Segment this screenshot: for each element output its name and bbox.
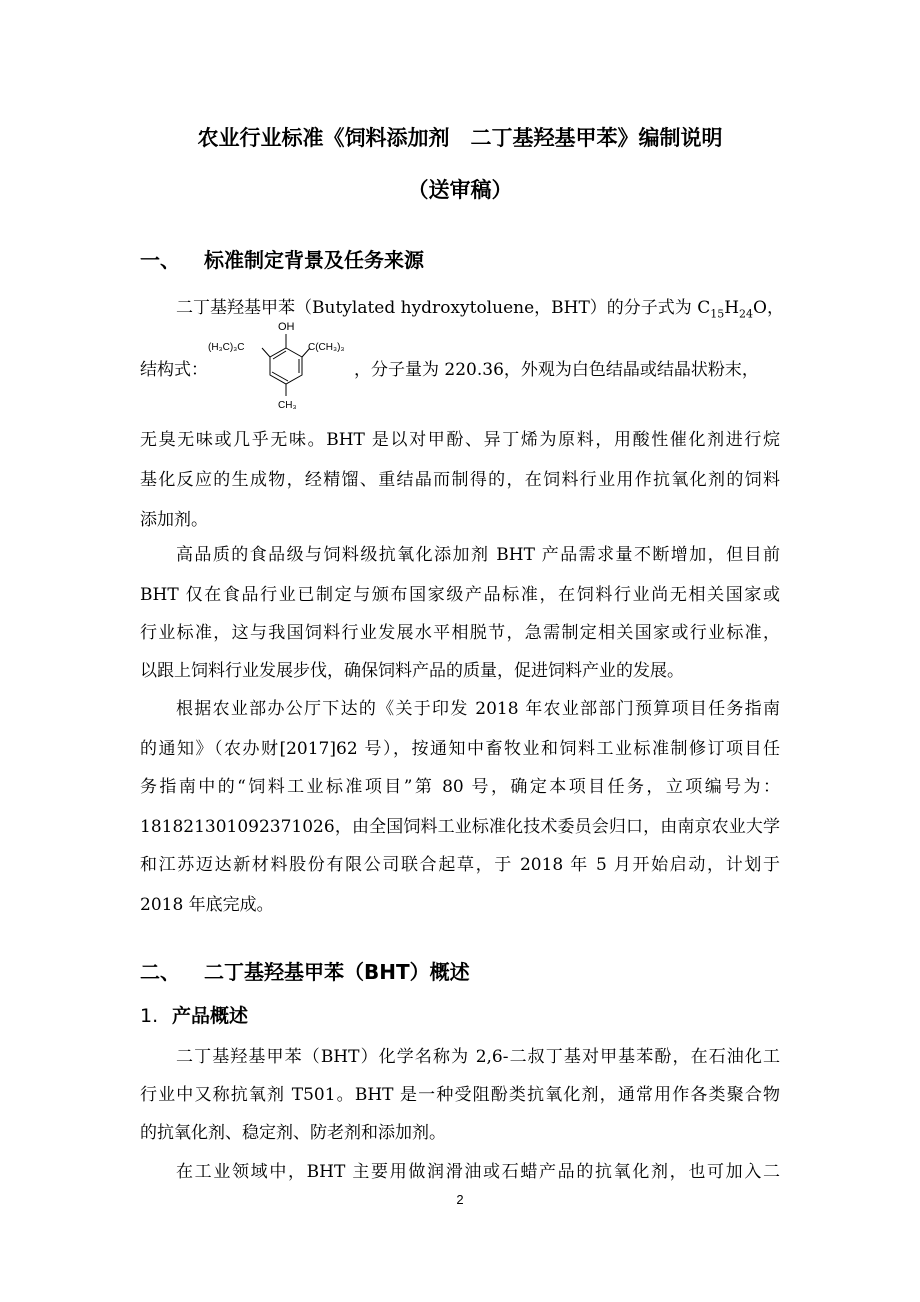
paragraph-line: 和江苏迈达新材料股份有限公司联合起草，于 2018 年 5 月开始启动，计划于 bbox=[140, 855, 780, 875]
section-heading-1 bbox=[140, 244, 424, 273]
paragraph-line: 二丁基羟基甲苯（BHT）化学名称为 2,6-二叔丁基对甲基苯酚，在石油化工 bbox=[176, 1047, 780, 1067]
paragraph-line: 根据农业部办公厅下达的《关于印发 2018 年农业部部门预算项目任务指南 bbox=[176, 699, 780, 719]
paragraph-line: 基化反应的生成物，经精馏、重结晶而制得的，在饲料行业用作抗氧化剂的饲料 bbox=[140, 470, 780, 490]
subsection-title: 产品概述 bbox=[172, 1005, 249, 1027]
paragraph-line: 2018 年底完成。 bbox=[140, 895, 274, 915]
tbutyl-left-label: (H₃C)₃C bbox=[208, 342, 245, 353]
paragraph-line: 的通知》（农办财[2017]62 号），按通知中畜牧业和饲料工业标准制修订项目任 bbox=[140, 739, 780, 759]
bht-structural-formula bbox=[208, 318, 358, 414]
paragraph-line: 181821301092371026，由全国饲料工业标准化技术委员会归口，由南京农业大学 bbox=[140, 817, 780, 837]
methyl-label: CH₃ bbox=[278, 400, 297, 411]
section-title: 标准制定背景及任务来源 bbox=[204, 248, 424, 272]
page-number: 2 bbox=[456, 1192, 464, 1207]
paragraph-line: 行业中又称抗氧剂 T501。BHT 是一种受阻酚类抗氧化剂，通常用作各类聚合物 bbox=[140, 1085, 780, 1105]
section-title: 二丁基羟基甲苯（BHT）概述 bbox=[204, 960, 470, 984]
paragraph-line: 结构式： bbox=[140, 360, 208, 380]
paragraph-line: 的抗氧化剂、稳定剂、防老剂和添加剂。 bbox=[140, 1123, 446, 1143]
paragraph-line: 无臭无味或几乎无味。BHT 是以对甲酚、异丁烯为原料，用酸性催化剂进行烷 bbox=[140, 430, 780, 450]
subsection-heading bbox=[140, 1001, 248, 1028]
tbutyl-right-label: C(CH₃)₃ bbox=[308, 342, 345, 353]
paragraph-line: 添加剂。 bbox=[140, 510, 208, 530]
paragraph-line: 高品质的食品级与饲料级抗氧化添加剂 BHT 产品需求量不断增加，但目前 bbox=[176, 545, 780, 565]
paragraph-line: 行业标准，这与我国饲料行业发展水平相脱节，急需制定相关国家或行业标准， bbox=[140, 623, 780, 643]
oh-label: OH bbox=[278, 321, 295, 333]
section-heading-2 bbox=[140, 956, 470, 985]
paragraph-line: 在工业领域中，BHT 主要用做润滑油或石蜡产品的抗氧化剂，也可加入二 bbox=[176, 1162, 780, 1182]
document-title: 农业行业标准《饲料添加剂 二丁基羟基甲苯》编制说明 bbox=[197, 126, 723, 150]
paragraph-line: 务指南中的“饲料工业标准项目”第 80 号，确定本项目任务，立项编号为： bbox=[140, 777, 780, 797]
paragraph-line: BHT 仅在食品行业已制定与颁布国家级产品标准，在饲料行业尚无相关国家或 bbox=[140, 585, 780, 605]
paragraph-line: 以跟上饲料行业发展步伐，确保饲料产品的质量，促进饲料产业的发展。 bbox=[140, 661, 684, 681]
document-subtitle: （送审稿） bbox=[407, 178, 513, 202]
paragraph-line: ，分子量为 220.36，外观为白色结晶或结晶状粉末， bbox=[354, 360, 759, 380]
paragraph-line: 二丁基羟基甲苯（Butylated hydroxytoluene，BHT）的分子式为 $C_{15}H_{24}O$， bbox=[176, 298, 784, 321]
section-number: 二、 bbox=[140, 960, 180, 984]
subsection-number: 1. bbox=[140, 1005, 159, 1027]
section-number: 一、 bbox=[140, 248, 180, 272]
